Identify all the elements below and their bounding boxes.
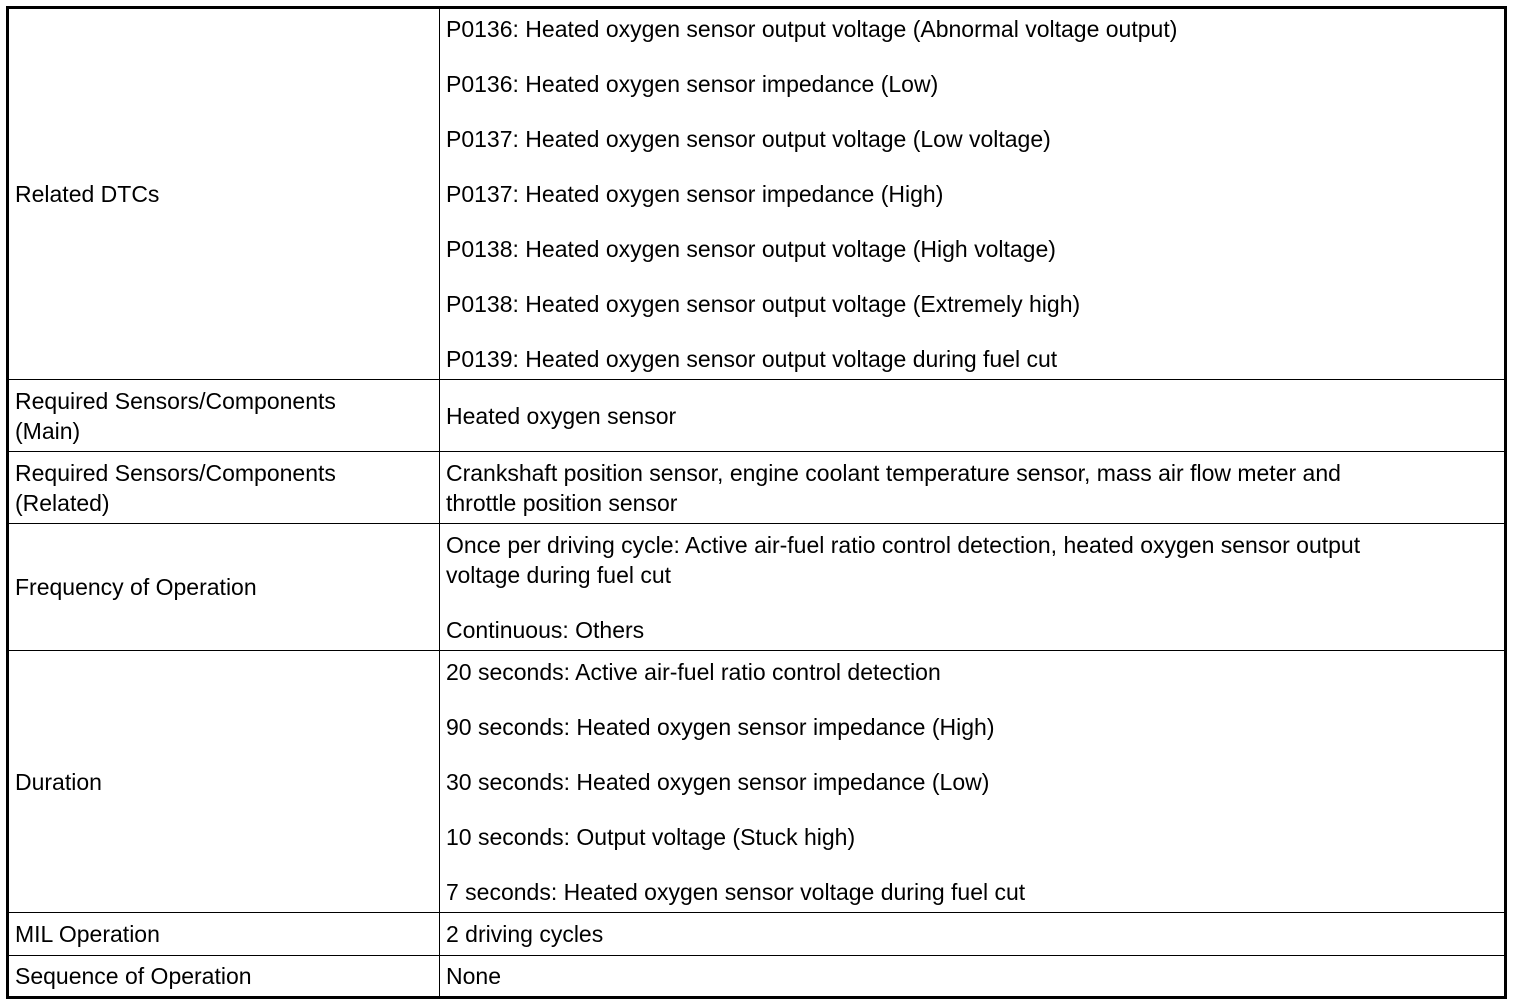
value-line: throttle position sensor <box>446 489 678 516</box>
value-paragraph <box>446 69 1498 99</box>
value-paragraph <box>446 657 1498 687</box>
value-paragraph <box>446 124 1498 154</box>
table-row-frequency <box>8 524 1506 651</box>
value-paragraph <box>446 234 1498 264</box>
value-line: P0136: Heated oxygen sensor impedance (Low) <box>446 71 939 97</box>
row-label-line: Frequency of Operation <box>15 574 257 600</box>
value-line: 10 seconds: Output voltage (Stuck high) <box>446 823 856 850</box>
row-label-line: MIL Operation <box>15 921 160 947</box>
row-value <box>440 913 1506 956</box>
value-line: P0138: Heated oxygen sensor output voltage (Extremely high) <box>446 291 1081 317</box>
value-paragraph <box>446 289 1498 319</box>
row-value <box>440 8 1506 380</box>
row-label <box>8 913 440 956</box>
value-paragraph <box>446 530 1498 590</box>
value-paragraph <box>446 877 1498 907</box>
value-line: 7 seconds: Heated oxygen sensor voltage during fuel cut <box>446 878 1026 905</box>
value-line: P0137: Heated oxygen sensor impedance (High) <box>446 181 944 207</box>
row-label <box>8 452 440 524</box>
row-label-line: Required Sensors/Components <box>15 459 336 486</box>
table-row-related-dtcs <box>8 8 1506 380</box>
table-row-duration <box>8 651 1506 913</box>
value-line: Once per driving cycle: Active air-fuel ratio control detection, heated oxygen sensor output <box>446 531 1361 558</box>
value-paragraph <box>446 822 1498 852</box>
value-paragraph <box>446 14 1498 44</box>
value-line: Crankshaft position sensor, engine coolant temperature sensor, mass air flow meter and <box>446 459 1341 486</box>
row-label-line: (Main) <box>15 417 81 444</box>
row-label <box>8 651 440 913</box>
value-paragraph <box>446 179 1498 209</box>
row-label <box>8 524 440 651</box>
row-value <box>440 651 1506 913</box>
row-value <box>440 380 1506 452</box>
row-label-line: Duration <box>15 768 102 795</box>
value-paragraph <box>446 344 1498 374</box>
value-line: P0139: Heated oxygen sensor output voltage during fuel cut <box>446 346 1058 372</box>
row-label <box>8 8 440 380</box>
value-paragraph <box>446 712 1498 742</box>
row-value <box>440 956 1506 998</box>
row-value <box>440 524 1506 651</box>
value-line: Heated oxygen sensor <box>446 402 677 429</box>
value-line: 30 seconds: Heated oxygen sensor impedance (Low) <box>446 768 990 795</box>
value-line: 2 driving cycles <box>446 921 604 947</box>
row-label <box>8 956 440 998</box>
value-line: None <box>446 963 501 989</box>
row-label <box>8 380 440 452</box>
table-row-required-related <box>8 452 1506 524</box>
row-label-line: Related DTCs <box>15 181 160 207</box>
table-row-mil-operation <box>8 913 1506 956</box>
value-paragraph <box>446 615 1498 645</box>
value-paragraph <box>446 919 1498 949</box>
value-paragraph <box>446 961 1498 991</box>
row-value <box>440 452 1506 524</box>
value-paragraph <box>446 401 1498 431</box>
value-line: voltage during fuel cut <box>446 561 672 588</box>
value-line: Continuous: Others <box>446 616 645 643</box>
value-line: P0138: Heated oxygen sensor output voltage (High voltage) <box>446 236 1056 262</box>
monitor-spec-table <box>6 6 1507 999</box>
row-label-line: Required Sensors/Components <box>15 387 336 414</box>
table-row-required-main <box>8 380 1506 452</box>
value-line: P0137: Heated oxygen sensor output voltage (Low voltage) <box>446 126 1051 152</box>
value-line: P0136: Heated oxygen sensor output voltage (Abnormal voltage output) <box>446 16 1178 42</box>
value-line: 90 seconds: Heated oxygen sensor impedance (High) <box>446 713 995 740</box>
table-row-sequence-of-operation <box>8 956 1506 998</box>
value-paragraph <box>446 767 1498 797</box>
row-label-line: Sequence of Operation <box>15 963 252 989</box>
value-paragraph <box>446 458 1498 518</box>
row-label-line: (Related) <box>15 489 110 516</box>
value-line: 20 seconds: Active air-fuel ratio control detection <box>446 658 941 685</box>
